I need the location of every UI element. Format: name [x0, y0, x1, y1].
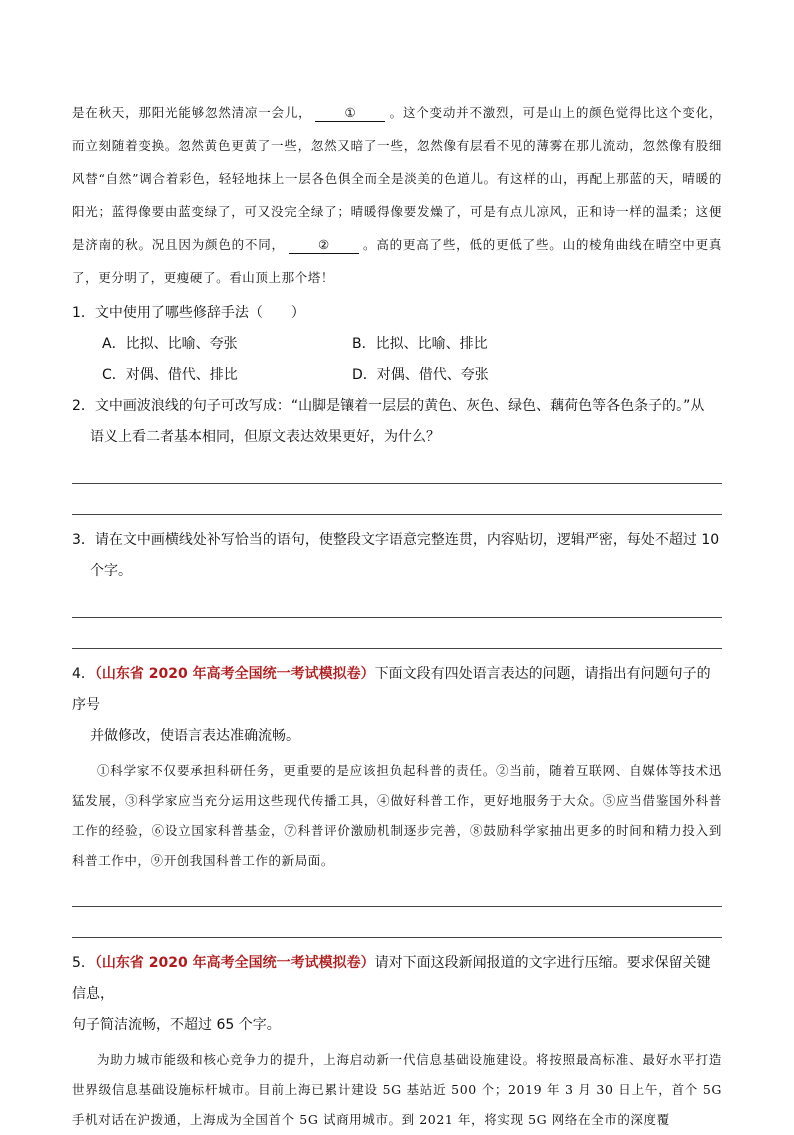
question-1: 1．文中使用了哪些修辞手法（ ） — [72, 305, 305, 321]
passage-seg1: 是在秋天，那阳光能够忽然清凉一会儿， — [72, 105, 312, 120]
option-c: C．对偶、借代、排比 — [102, 367, 238, 383]
option-a: A．比拟、比喻、夸张 — [102, 336, 238, 352]
blank-1: ① — [315, 105, 385, 122]
question-5-line-1 — [72, 948, 722, 1010]
option-d: D．对偶、借代、夸张 — [352, 367, 489, 383]
passage-seg2: 。这个变动并不激烈，可是山上的颜色觉得比这个变化，而立刻随着变换。忽然黄色更黄了一些，忽然又暗了一些，忽然像有层看不见的薄雾在那儿流动，忽然像有股细风替“自然”调合着彩色，轻轻地抹上一层各色俱全而全是淡美的色道儿。有这样的山，再配上那蓝的天，晴暖的阳光；蓝得像要由蓝变绿了，可又没完全绿了；晴暖得像要发燥了，可是有点儿凉风，正和诗一样的温柔；这便是济南的秋。况且因为颜色的不同， — [72, 105, 722, 252]
answer-line — [72, 876, 722, 907]
question-4-passage: ①科学家不仅要承担科研任务，更重要的是应该担负起科普的责任。②当前，随着互联网、自媒体等技术迅猛发展，③科学家应当充分运用这些现代传播工具，④做好科普工作，更好地服务于大众。⑤应当借鉴国外科普工作的经验，⑥设立国家科普基金，⑦科普评价激励机制逐步完善，⑧鼓励科学家抽出更多的时间和精力投入到科普工作中，⑨开创我国科普工作的新局面。 — [72, 763, 722, 868]
question-1-options — [72, 329, 722, 391]
answer-line — [72, 907, 722, 938]
question-4-number: 4． — [72, 666, 95, 682]
exam-page — [72, 96, 722, 1135]
question-5-number: 5． — [72, 955, 95, 971]
answer-line — [72, 587, 722, 618]
question-4-line-1 — [72, 659, 722, 721]
question-5-passage: 为助力城市能级和核心竞争力的提升，上海启动新一代信息基础设施建设。将按照最高标准、最好水平打造世界级信息基础设施标杆城市。目前上海已累计建设 5G 基站近 500 个；2019 年 3 月 30 日上午，首个 5G 手机对话在沪拨通，上海成为全国首个 5G 试商用城市。到 2021 年，将实现 5G 网络在全市的深度覆 — [72, 1052, 722, 1127]
passage-seg3: 。高的更高了些，低的更低了些。山的棱角曲线在晴空中更真了，更分明了，更瘦硬了。看山顶上那个塔！ — [72, 237, 722, 285]
question-5-line-2: 句子简洁流畅，不超过 65 个字。 — [72, 1017, 281, 1033]
blank-2: ② — [289, 237, 359, 254]
question-4-line-2: 并做修改，使语言表达准确流畅。 — [90, 728, 300, 744]
question-4-source: （山东省 2020 年高考全国统一考试模拟卷） — [94, 666, 375, 682]
question-2-line-1: 2．文中画波浪线的句子可改写成：“山脚是镶着一层层的黄色、灰色、绿色、藕荷色等各色条子的。”从 — [72, 398, 705, 414]
answer-line — [72, 484, 722, 515]
question-5-source: （山东省 2020 年高考全国统一考试模拟卷） — [94, 955, 375, 971]
option-b: B．比拟、比喻、排比 — [352, 336, 488, 352]
answer-line — [72, 453, 722, 484]
answer-line — [72, 618, 722, 649]
question-3-line-2: 个字。 — [90, 563, 132, 579]
passage-top — [72, 96, 722, 294]
question-5-prompt: 请对下面这段新闻报道的文字进行压缩。要求保留关键信息， — [72, 955, 711, 1002]
question-2-line-2: 语义上看二者基本相同，但原文表达效果更好，为什么？ — [90, 429, 440, 445]
question-3-line-1: 3．请在文中画横线处补写恰当的语句，使整段文字语意完整连贯，内容贴切，逻辑严密，每处不超过 10 — [72, 532, 720, 548]
question-4-prompt: 下面文段有四处语言表达的问题，请指出有问题句子的序号 — [72, 666, 711, 713]
